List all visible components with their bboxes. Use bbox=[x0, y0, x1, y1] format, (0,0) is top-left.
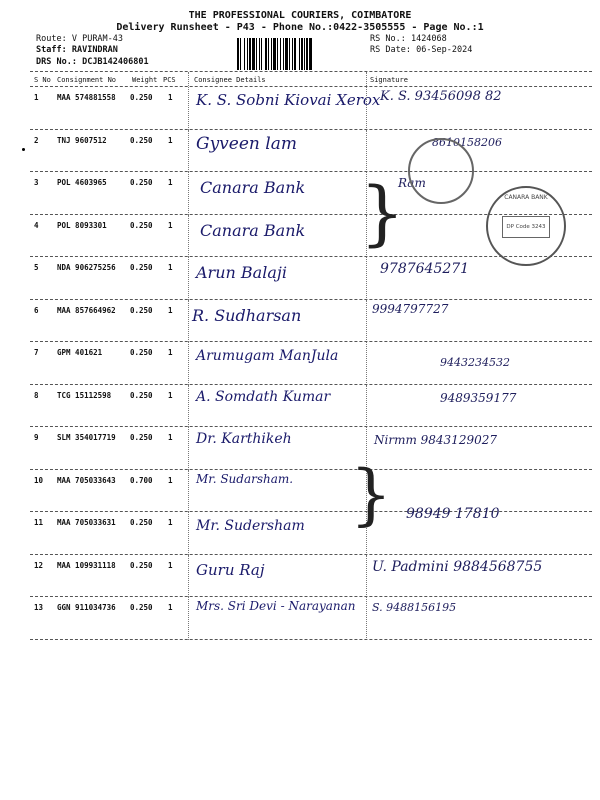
row-sno: 9 bbox=[34, 433, 39, 442]
stamp-dp-code: DP Code 3243 bbox=[502, 216, 550, 238]
brace-rows-10-11: } bbox=[350, 456, 392, 533]
row-pcs: 1 bbox=[168, 518, 173, 527]
row-weight: 0.700 bbox=[130, 475, 153, 485]
row-signature: Nirmm 9843129027 bbox=[374, 433, 497, 447]
col-divider-consignee bbox=[188, 215, 189, 258]
row-consignment-no: POL 4603965 bbox=[57, 178, 107, 187]
row-consignment-no: MAA 705033643 bbox=[57, 475, 116, 485]
row-consignee-handwriting: Guru Raj bbox=[196, 560, 265, 579]
row-consignee-handwriting: Mr. Sudarsham. bbox=[196, 471, 294, 486]
rs-date-label: RS Date: bbox=[370, 45, 411, 55]
brace-rows-3-4: } bbox=[360, 172, 405, 254]
drs-line bbox=[36, 57, 149, 67]
table-row bbox=[0, 87, 600, 128]
row-signature: U. Padmini 9884568755 bbox=[372, 558, 543, 575]
route-label: Route: bbox=[36, 34, 67, 44]
row-signature: Ram bbox=[398, 176, 426, 190]
row-pcs: 1 bbox=[168, 305, 173, 315]
table-row bbox=[0, 385, 600, 426]
drs-value: DCJB142406801 bbox=[82, 57, 149, 67]
row-sno: 2 bbox=[34, 135, 39, 145]
canara-bank-stamp bbox=[486, 186, 566, 266]
row-consignee-handwriting: Mr. Sudersham bbox=[196, 518, 305, 534]
col-header-weight: Weight bbox=[132, 76, 158, 84]
company-title: THE PROFESSIONAL COURIERS, COIMBATORE bbox=[188, 10, 412, 21]
row-sno: 3 bbox=[34, 178, 39, 187]
table-row bbox=[0, 506, 600, 553]
row-separator bbox=[30, 639, 592, 640]
row-consignee-handwriting: Dr. Karthikeh bbox=[196, 431, 292, 447]
route-value: V PURAM-43 bbox=[71, 34, 124, 44]
col-divider-consignee bbox=[188, 512, 189, 555]
col-divider-consignee bbox=[188, 87, 189, 130]
row-pcs: 1 bbox=[168, 475, 173, 485]
row-consignee-handwriting: R. Sudharsan bbox=[192, 305, 302, 325]
col-divider-signature bbox=[366, 342, 367, 385]
row-consignee-handwriting: A. Somdath Kumar bbox=[196, 388, 331, 405]
row-weight: 0.250 bbox=[130, 390, 153, 400]
row-consignment-no: GPM 401621 bbox=[57, 348, 103, 357]
staff-line bbox=[36, 45, 118, 55]
row-weight: 0.250 bbox=[130, 560, 153, 570]
row-weight: 0.250 bbox=[130, 220, 153, 230]
row-weight: 0.250 bbox=[130, 518, 153, 527]
row-consignment-no: MAA 857664962 bbox=[57, 305, 116, 315]
col-divider-consignee bbox=[188, 385, 189, 428]
barcode bbox=[237, 38, 357, 70]
row-consignee-handwriting: Arumugam ManJula bbox=[196, 348, 339, 364]
row-consignment-no: GGN 911034736 bbox=[57, 603, 116, 612]
col-divider-signature bbox=[366, 72, 367, 86]
col-divider-signature bbox=[366, 257, 367, 300]
row-weight: 0.250 bbox=[130, 305, 153, 315]
col-divider-consignee bbox=[188, 427, 189, 470]
table-row bbox=[0, 130, 600, 171]
row-consignee-handwriting: Canara Bank bbox=[200, 220, 306, 240]
row-sno: 13 bbox=[34, 603, 44, 612]
row-signature: 8610158206 bbox=[432, 135, 502, 149]
row-weight: 0.250 bbox=[130, 603, 153, 612]
col-divider-signature bbox=[366, 555, 367, 598]
row-consignee-handwriting: Gyveen lam bbox=[196, 133, 297, 154]
row-pcs: 1 bbox=[168, 263, 173, 272]
row-consignment-no: SLM 354017719 bbox=[57, 433, 116, 442]
row-pcs: 1 bbox=[168, 135, 173, 145]
col-divider-signature bbox=[366, 300, 367, 343]
row-consignee-handwriting: Arun Balaji bbox=[196, 263, 287, 282]
row-weight: 0.250 bbox=[130, 348, 153, 357]
row-pcs: 1 bbox=[168, 603, 173, 612]
runsheet-subtitle: Delivery Runsheet - P43 - Phone No.:0422-3505555 - Page No.:1 bbox=[116, 22, 484, 33]
row-sno: 8 bbox=[34, 390, 39, 400]
col-divider-signature bbox=[366, 597, 367, 640]
row-consignee-handwriting: K. S. Sobni Kiovai Xerox bbox=[196, 91, 381, 109]
row-consignment-no: MAA 109931118 bbox=[57, 560, 116, 570]
row-sno: 5 bbox=[34, 263, 39, 272]
col-header-consignment: Consignment No bbox=[57, 76, 117, 84]
col-header-consignee: Consignee Details bbox=[194, 76, 266, 84]
row-consignment-no: TCG 15112598 bbox=[57, 390, 112, 400]
table-row bbox=[0, 555, 600, 596]
row-signature: 9489359177 bbox=[440, 390, 517, 405]
stamp-bank-name: CANARA BANK bbox=[504, 194, 548, 201]
staff-label: Staff: bbox=[36, 45, 67, 55]
row-sno: 4 bbox=[34, 220, 39, 230]
col-divider-consignee bbox=[188, 470, 189, 513]
row-pcs: 1 bbox=[168, 560, 173, 570]
row-pcs: 1 bbox=[168, 348, 173, 357]
row-weight: 0.250 bbox=[130, 93, 153, 102]
row-consignment-no: MAA 574881558 bbox=[57, 93, 116, 102]
row-signature: 98949 17810 bbox=[406, 506, 500, 522]
table-row bbox=[0, 470, 600, 511]
route-line bbox=[36, 34, 123, 44]
row-signature: 9787645271 bbox=[380, 261, 470, 277]
col-header-pcs: PCS bbox=[163, 76, 176, 84]
row-sno: 7 bbox=[34, 348, 39, 357]
round-stamp-left bbox=[408, 138, 474, 204]
row-consignment-no: MAA 705033631 bbox=[57, 518, 116, 527]
row-consignee-handwriting: Canara Bank bbox=[200, 178, 306, 197]
ink-speck bbox=[22, 148, 25, 151]
col-divider-signature bbox=[366, 87, 367, 130]
col-divider-consignee bbox=[188, 300, 189, 343]
row-sno: 1 bbox=[34, 93, 39, 102]
table-row bbox=[0, 597, 600, 638]
row-weight: 0.250 bbox=[130, 178, 153, 187]
table-row bbox=[0, 257, 600, 298]
row-pcs: 1 bbox=[168, 220, 173, 230]
col-divider-consignee bbox=[188, 597, 189, 640]
rs-no-label: RS No.: bbox=[370, 34, 406, 44]
row-sno: 10 bbox=[34, 475, 44, 485]
col-divider-consignee bbox=[188, 257, 189, 300]
col-header-signature: Signature bbox=[370, 76, 408, 84]
row-consignment-no: NDA 906275256 bbox=[57, 263, 116, 272]
rs-date-value: 06-Sep-2024 bbox=[416, 45, 473, 55]
row-weight: 0.250 bbox=[130, 263, 153, 272]
row-consignment-no: POL 8093301 bbox=[57, 220, 107, 230]
col-divider-consignee bbox=[188, 555, 189, 598]
table-row bbox=[0, 300, 600, 341]
col-divider-signature bbox=[366, 385, 367, 428]
col-divider-signature bbox=[366, 130, 367, 173]
row-weight: 0.250 bbox=[130, 433, 153, 442]
row-sno: 6 bbox=[34, 305, 39, 315]
row-pcs: 1 bbox=[168, 93, 173, 102]
row-pcs: 1 bbox=[168, 390, 173, 400]
col-divider-consignee bbox=[188, 130, 189, 173]
row-weight: 0.250 bbox=[130, 135, 153, 145]
rs-no-value: 1424068 bbox=[410, 34, 447, 44]
col-divider-consignee bbox=[188, 72, 189, 86]
col-header-sno: S No bbox=[34, 76, 51, 84]
row-pcs: 1 bbox=[168, 433, 173, 442]
header-rule-top bbox=[30, 71, 592, 72]
col-divider-consignee bbox=[188, 172, 189, 215]
rs-no-line bbox=[370, 34, 447, 44]
rs-date-line bbox=[370, 45, 472, 55]
row-consignment-no: TNJ 9607512 bbox=[57, 135, 107, 145]
row-pcs: 1 bbox=[168, 178, 173, 187]
col-divider-consignee bbox=[188, 342, 189, 385]
row-signature: 9443234532 bbox=[440, 356, 510, 369]
row-sno: 11 bbox=[34, 518, 44, 527]
row-signature: S. 9488156195 bbox=[372, 601, 457, 614]
table-row bbox=[0, 342, 600, 383]
row-signature: K. S. 93456098 82 bbox=[380, 89, 502, 104]
drs-label: DRS No.: bbox=[36, 57, 77, 67]
staff-value: RAVINDRAN bbox=[71, 45, 118, 55]
row-signature: 9994797727 bbox=[372, 301, 449, 316]
row-sno: 12 bbox=[34, 560, 44, 570]
table-row bbox=[0, 427, 600, 468]
row-consignee-handwriting: Mrs. Sri Devi - Narayanan bbox=[196, 599, 356, 613]
